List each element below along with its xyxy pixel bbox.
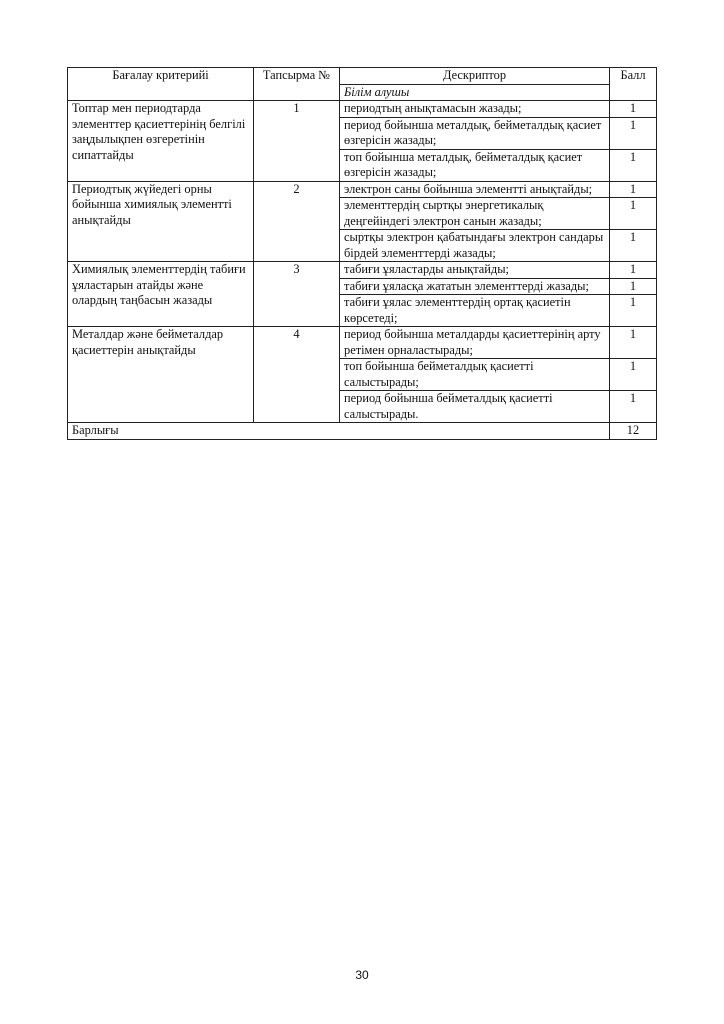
- descriptor-cell: табиғи ұяласқа жататын элементтерді жазады;: [340, 278, 610, 295]
- score-cell: 1: [610, 117, 657, 149]
- score-cell: 1: [610, 149, 657, 181]
- task-number-cell: 2: [254, 181, 340, 262]
- task-number-cell: 4: [254, 327, 340, 423]
- descriptor-cell: табиғи ұялас элементтердің ортақ қасиетін көрсетеді;: [340, 295, 610, 327]
- criterion-cell: Химиялық элементтердің табиғи ұяластарын атайды және олардың таңбасын жазады: [68, 262, 254, 327]
- total-score: 12: [610, 423, 657, 440]
- descriptor-cell: электрон саны бойынша элементті анықтайды;: [340, 181, 610, 198]
- score-cell: 1: [610, 327, 657, 359]
- descriptor-cell: периодтың анықтамасын жазады;: [340, 101, 610, 118]
- criterion-cell: Металдар және бейметалдар қасиеттерін анықтайды: [68, 327, 254, 423]
- descriptor-cell: период бойынша металдық, бейметалдық қасиет өзгерісін жазады;: [340, 117, 610, 149]
- table-row: [68, 327, 657, 359]
- total-label: Барлығы: [68, 423, 610, 440]
- score-cell: 1: [610, 295, 657, 327]
- score-cell: 1: [610, 359, 657, 391]
- table-row: [68, 262, 657, 279]
- descriptor-cell: топ бойынша металдық, бейметалдық қасиет өзгерісін жазады;: [340, 149, 610, 181]
- descriptor-cell: сыртқы электрон қабатындағы электрон сандары бірдей элементтерді жазады;: [340, 230, 610, 262]
- criterion-cell: Топтар мен периодтарда элементтер қасиеттерінің белгілі заңдылықпен өзгеретінін сипаттайды: [68, 101, 254, 182]
- descriptor-cell: период бойынша металдарды қасиеттерінің арту ретімен орналастырады;: [340, 327, 610, 359]
- total-row: [68, 423, 657, 440]
- table-row: [68, 101, 657, 118]
- table-row: [68, 181, 657, 198]
- header-score: Балл: [610, 68, 657, 101]
- header-row: [68, 68, 657, 85]
- header-descriptor: Дескриптор: [340, 68, 610, 85]
- descriptor-cell: табиғи ұяластарды анықтайды;: [340, 262, 610, 279]
- assessment-rubric-table: [67, 67, 657, 440]
- descriptor-cell: элементтердің сыртқы энергетикалық деңгейіндегі электрон санын жазады;: [340, 198, 610, 230]
- score-cell: 1: [610, 278, 657, 295]
- header-criterion: Бағалау критерийі: [68, 68, 254, 101]
- score-cell: 1: [610, 181, 657, 198]
- task-number-cell: 3: [254, 262, 340, 327]
- score-cell: 1: [610, 262, 657, 279]
- page-number: 30: [355, 968, 369, 982]
- score-cell: 1: [610, 391, 657, 423]
- descriptor-cell: топ бойынша бейметалдық қасиетті салыстырады;: [340, 359, 610, 391]
- task-number-cell: 1: [254, 101, 340, 182]
- header-task-number: Тапсырма №: [254, 68, 340, 101]
- score-cell: 1: [610, 198, 657, 230]
- score-cell: 1: [610, 230, 657, 262]
- score-cell: 1: [610, 101, 657, 118]
- descriptor-cell: период бойынша бейметалдық қасиетті салыстырады.: [340, 391, 610, 423]
- criterion-cell: Периодтық жүйедегі орны бойынша химиялық элементті анықтайды: [68, 181, 254, 262]
- descriptor-subheader: Білім алушы: [340, 84, 610, 101]
